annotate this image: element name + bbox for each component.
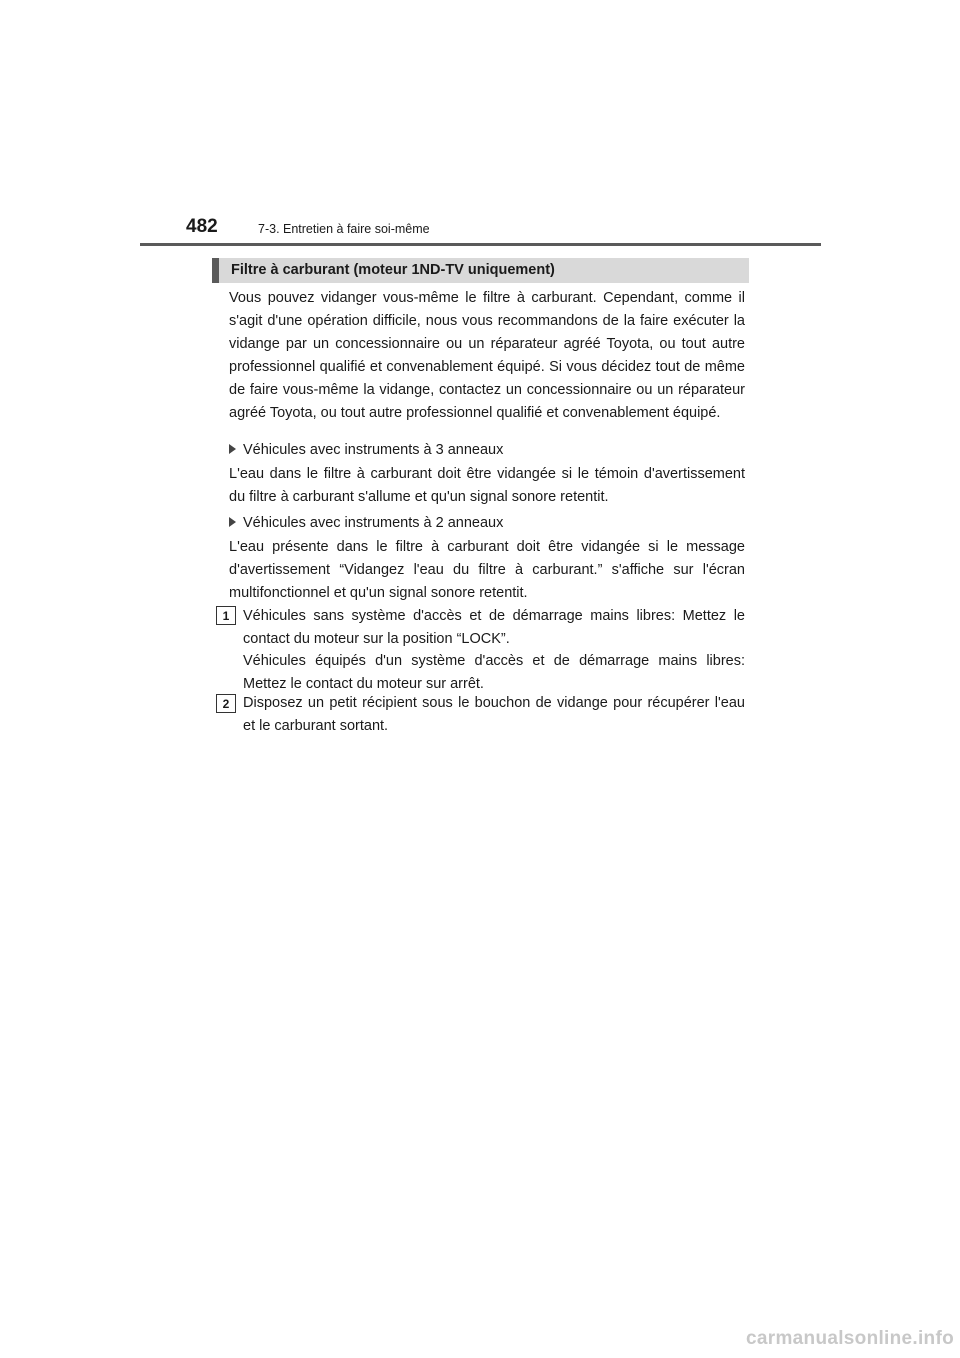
section-heading-bar [212, 258, 749, 283]
case-heading-label: Véhicules avec instruments à 2 anneaux [243, 515, 504, 531]
step-number-box: 1 [216, 606, 236, 625]
page-number: 482 [186, 216, 218, 237]
section-title: Filtre à carburant (moteur 1ND-TV uniquement) [231, 262, 555, 278]
case-text-3-rings: L'eau dans le filtre à carburant doit être vidangée si le témoin d'avertissement du filtre à carburant s'allume et qu'un signal sonore retentit. [229, 466, 745, 505]
step-number-box: 2 [216, 694, 236, 713]
case-heading-label: Véhicules avec instruments à 3 anneaux [243, 442, 504, 458]
step-1-text-a: Véhicules sans système d'accès et de démarrage mains libres: Mettez le contact du moteur sur la position “LOCK”. [243, 608, 745, 647]
case-text-2-rings: L'eau présente dans le filtre à carburant doit être vidangée si le message d'avertissement “Vidangez l'eau du filtre à carburant.” s'affiche sur l'écran multifonctionnel et qu'un signal sonore retentit. [229, 539, 745, 601]
header-rule [140, 243, 821, 246]
step-2-text: Disposez un petit récipient sous le bouchon de vidange pour récupérer l'eau et le carburant sortant. [243, 695, 745, 734]
running-head: 7-3. Entretien à faire soi-même [258, 222, 430, 236]
arrow-right-icon [229, 517, 236, 527]
case-heading-3-rings [229, 439, 503, 462]
case-heading-2-rings [229, 512, 503, 535]
footer-watermark: carmanualsonline.info [746, 1328, 954, 1349]
intro-paragraph: Vous pouvez vidanger vous-même le filtre à carburant. Cependant, comme il s'agit d'une opération difficile, nous vous recommandons de la faire exécuter la vidange par un concessionnaire ou un réparateur agréé Toyota, ou tout autre professionnel qualifié et convenablement équipé. Si vous décidez tout de même de faire vous-même la vidange, contactez un concessionnaire ou un réparateur agréé Toyota, ou tout autre professionnel qualifié et convenablement équipé. [229, 290, 745, 421]
step-1-text-b: Véhicules équipés d'un système d'accès et de démarrage mains libres: Mettez le contact du moteur sur arrêt. [243, 653, 745, 692]
arrow-right-icon [229, 444, 236, 454]
